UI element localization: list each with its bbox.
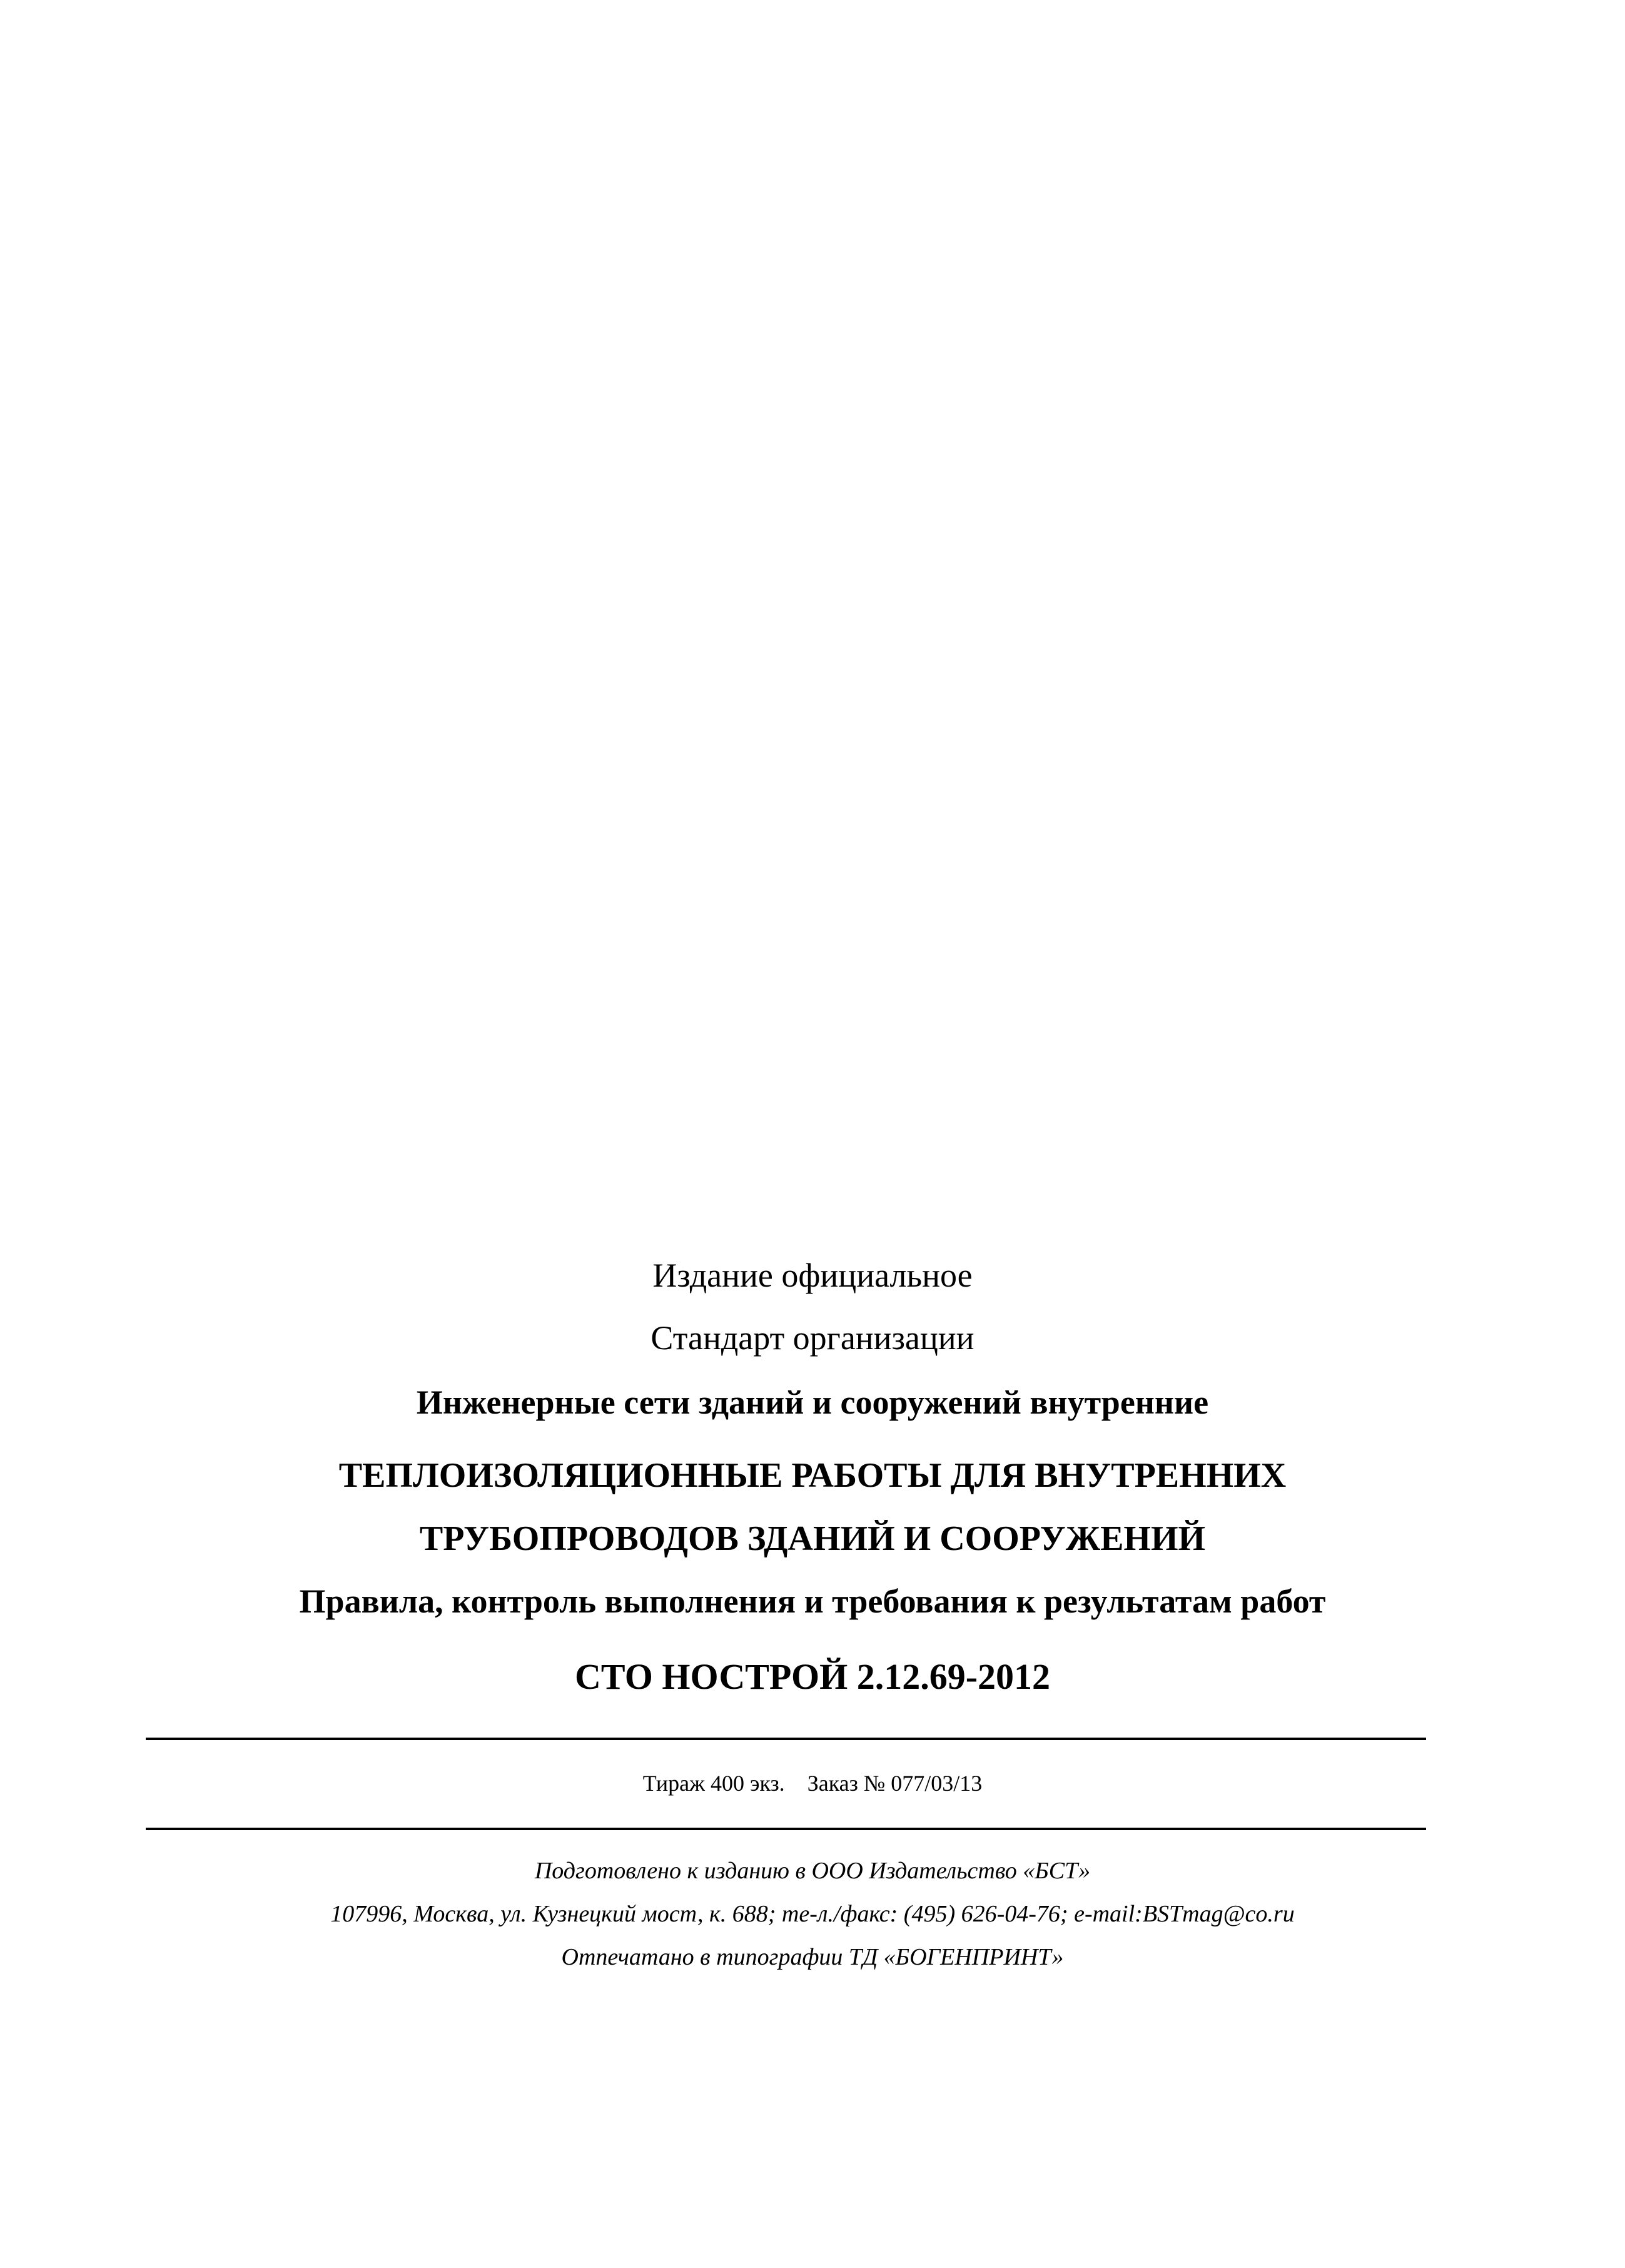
imprint-printed: Отпечатано в типографии ТД «БОГЕНПРИНТ» — [561, 1944, 1064, 1970]
document-series: Инженерные сети зданий и сооружений внутренние — [416, 1384, 1209, 1421]
edition-type: Издание официальное — [652, 1257, 973, 1294]
document-title-line-1: ТЕПЛОИЗОЛЯЦИОННЫЕ РАБОТЫ ДЛЯ ВНУТРЕННИХ — [338, 1456, 1287, 1495]
print-run-info — [0, 1772, 1625, 1795]
divider-top — [146, 1738, 1426, 1740]
order-number: Заказ № 077/03/13 — [807, 1771, 983, 1796]
imprint-prepared: Подготовлено к изданию в ООО Издательство «БСТ» — [534, 1858, 1091, 1884]
standard-code: СТО НОСТРОЙ 2.12.69-2012 — [574, 1656, 1051, 1697]
document-title-line-2: ТРУБОПРОВОДОВ ЗДАНИЙ И СООРУЖЕНИЙ — [419, 1519, 1206, 1558]
document-subtitle: Правила, контроль выполнения и требования к результатам работ — [299, 1582, 1326, 1620]
print-run: Тираж 400 экз. — [642, 1771, 785, 1796]
divider-bottom — [146, 1828, 1426, 1830]
document-kind: Стандарт организации — [651, 1319, 974, 1357]
imprint-address: 107996, Москва, ул. Кузнецкий мост, к. 688; те-л./факс: (495) 626-04-76; e-mail:BSTmag@co.ru — [330, 1901, 1295, 1927]
